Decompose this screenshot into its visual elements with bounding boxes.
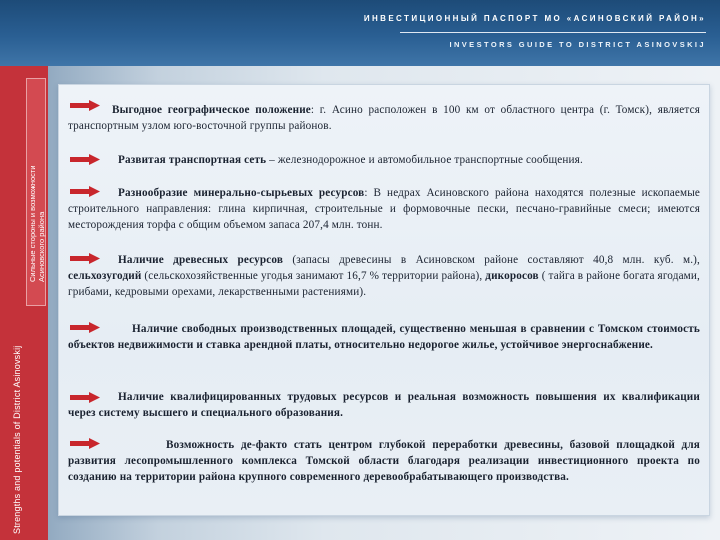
item-3-text: : В недрах Асиновского района находятся полезные ископаемые строительного направления: глина кирпичная, строительные и формовочные пески, песчано-гравийные смеси; имеются месторождения торфа с общим объемом запаса 207,4 млн. тонн. <box>68 187 701 231</box>
list-item <box>68 321 700 353</box>
item-4-title-2: сельхозугодий <box>68 270 142 282</box>
item-4-text-3: ( тайга в районе богата ягодами, грибами, кедровыми орехами, лекарственными растениями). <box>68 270 700 298</box>
sidebar-vertical-ru-line1: Сильные стороны и возможности <box>28 165 37 282</box>
list-item <box>68 389 700 421</box>
item-2-title: Развитая транспортная сеть <box>118 154 267 166</box>
item-6-title: Наличие квалифицированных трудовых ресурсов и реальная возможность повышения их квалификации через систему высшего и специального образования. <box>68 391 700 419</box>
list-item <box>68 152 700 168</box>
item-5-title: Наличие свободных производственных площадей, существенно меньшая в сравнении с Томском стоимость объектов недвижимости и ставка арендной платы, относительно недорогое жилье, устойчивое энергоснабжение. <box>68 323 700 351</box>
item-7-title: Возможность де-факто стать центром глубокой переработки древесины, базовой площадкой для развития лесопромышленного комплекса Томской области благодаря реализации инвестиционного проекта по созданию на территории района крупного современного деревообрабатывающего производства. <box>68 439 700 483</box>
item-4-text-1: (запасы древесины в Асиновском районе составляют 40,8 млн. куб. м.), <box>283 254 701 266</box>
list-item <box>68 102 700 134</box>
sidebar-vertical-en: Strengths and potentials of District Asinovskij <box>12 345 22 534</box>
header-title-en: INVESTORS GUIDE TO DISTRICT ASINOVSKIJ <box>449 40 706 49</box>
item-4-title-1: Наличие древесных ресурсов <box>118 254 284 266</box>
list-item <box>68 252 700 300</box>
item-1-title: Выгодное географическое положение <box>112 104 311 116</box>
item-4-text-2: (сельскохозяйственные угодья занимают 16,7 % территории района), <box>141 270 486 282</box>
header-title-ru: ИНВЕСТИЦИОННЫЙ ПАСПОРТ МО «АСИНОВСКИЙ РАЙОН» <box>363 14 706 23</box>
sidebar-vertical-ru <box>28 165 46 282</box>
item-3-title: Разнообразие минерально-сырьевых ресурсов <box>118 187 365 199</box>
item-4-title-3: дикоросов <box>485 270 539 282</box>
header-bar <box>0 0 720 66</box>
list-item <box>68 185 700 233</box>
sidebar-vertical-ru-line2: Асиновского района <box>37 211 46 282</box>
item-1-text: : г. Асино расположен в 100 км от областного центра (г. Томск), является транспортным узлом юго-восточной группы районов. <box>68 104 701 132</box>
list-item <box>68 437 700 485</box>
item-2-text: – железнодорожное и автомобильное транспортные сообщения. <box>266 154 583 166</box>
header-divider <box>400 32 706 33</box>
